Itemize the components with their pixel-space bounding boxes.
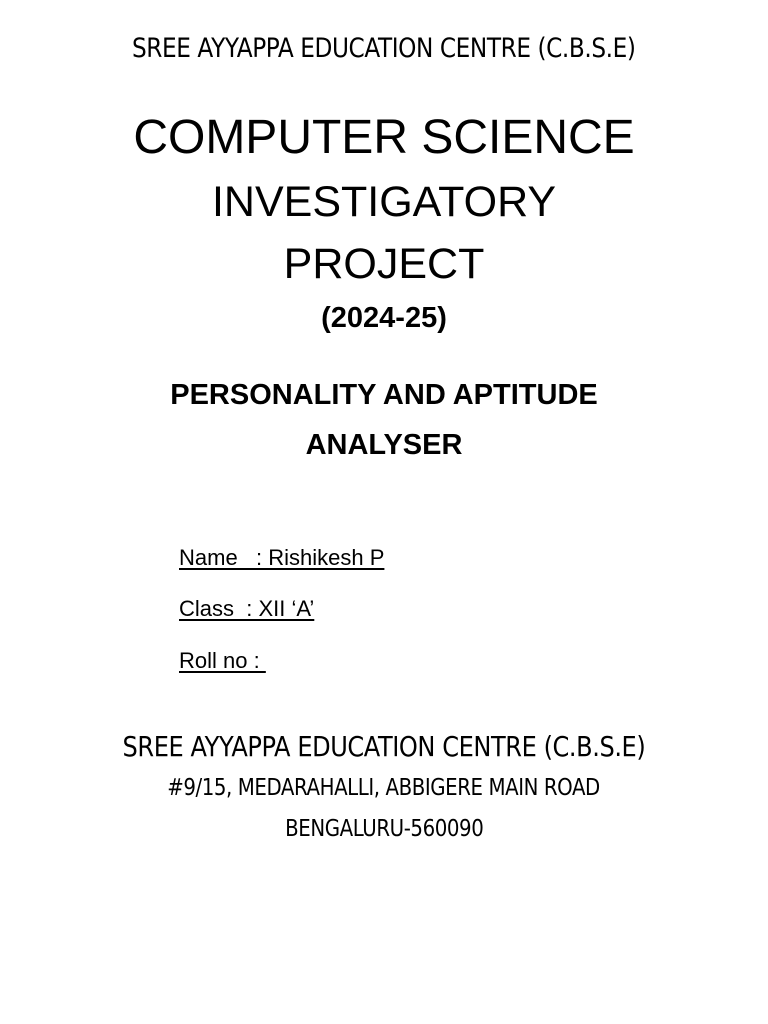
title-line-1: COMPUTER SCIENCE — [133, 111, 635, 164]
footer-address-text: #9/15, MEDARAHALLI, ABBIGERE MAIN ROAD — [167, 775, 601, 801]
student-name: Name : Rishikesh P — [179, 545, 385, 570]
header-school-name-text: SREE AYYAPPA EDUCATION CENTRE (C.B.S.E) — [132, 33, 636, 64]
student-roll-no: Roll no : — [179, 648, 266, 673]
student-class: Class : XII ‘A’ — [179, 596, 315, 621]
footer-school-name — [0, 730, 768, 763]
title-line-3: PROJECT — [283, 240, 485, 288]
footer-address — [0, 775, 768, 801]
header-school-name — [0, 33, 768, 64]
title-line-2: INVESTIGATORY — [211, 178, 557, 226]
project-title-line-2: ANALYSER — [305, 429, 463, 461]
academic-year: (2024-25) — [321, 302, 447, 334]
footer-city — [0, 816, 768, 842]
footer-school-name-text: SREE AYYAPPA EDUCATION CENTRE (C.B.S.E) — [122, 730, 646, 763]
footer-city-text: BENGALURU-560090 — [284, 816, 484, 842]
project-title-line-1: PERSONALITY AND APTITUDE — [170, 379, 598, 411]
